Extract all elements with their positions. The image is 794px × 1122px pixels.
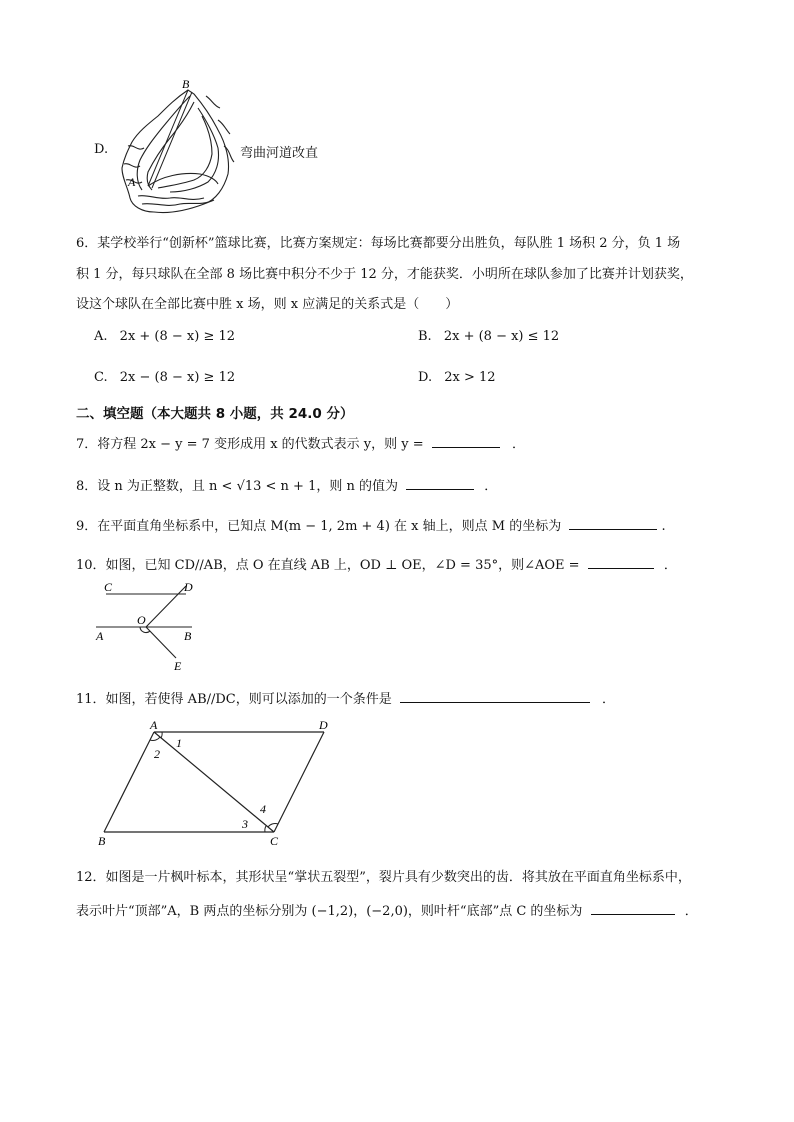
q11-text: 11．如图，若使得 AB//DC，则可以添加的一个条件是	[76, 692, 392, 707]
q11-label-b: B	[98, 834, 106, 848]
q9-end: .	[661, 519, 666, 534]
q10-text: 10．如图，已知 CD//AB，点 O 在直线 AB 上，OD ⊥ OE，∠D = 35°，则∠AOE =	[76, 558, 580, 573]
q9	[76, 515, 666, 534]
q11-angle-4: 4	[260, 802, 266, 816]
q6-line-1: 6．某学校举行“创新杯”篮球比赛，比赛方案规定：每场比赛都要分出胜负，每队胜 1 场积 2 分，负 1 场	[76, 236, 681, 251]
q10	[76, 554, 677, 573]
q10-label-c: C	[104, 580, 113, 594]
q10-label-o: O	[137, 613, 146, 627]
q6-option-d-expr: 2x > 12	[444, 370, 496, 385]
q7-text: 7．将方程 2x − y = 7 变形成用 x 的代数式表示 y，则 y =	[76, 437, 424, 452]
q12-answer-blank[interactable]	[591, 900, 675, 915]
q6-option-c[interactable]	[94, 370, 235, 385]
q6-option-c-label: C.	[94, 370, 108, 385]
q12-text: 表示叶片“顶部”A，B 两点的坐标分别为 (−1,2)，(−2,0)，则叶杆“底部”点 C 的坐标为	[76, 904, 583, 919]
q12-end: ．	[684, 904, 698, 919]
q11-label-c: C	[270, 834, 279, 848]
q9-text: 9．在平面直角坐标系中，已知点 M(m − 1, 2m + 4) 在 x 轴上，则点 M 的坐标为	[76, 519, 562, 534]
q6-option-b[interactable]	[418, 329, 559, 344]
q5-option-d-label: D.	[94, 142, 109, 157]
q10-label-e: E	[174, 659, 182, 672]
q6-option-d[interactable]	[418, 370, 496, 385]
q6-line-2: 积 1 分，每只球队在全部 8 场比赛中积分不少于 12 分，才能获奖．小明所在球队参加了比赛并计划获奖，	[76, 267, 693, 282]
q6-line-3: 设这个球队在全部比赛中胜 x 场，则 x 应满足的关系式是（ ）	[76, 297, 459, 312]
q10-end: ．	[663, 558, 677, 573]
q6-option-d-label: D.	[418, 370, 433, 385]
q10-figure	[90, 578, 200, 672]
q10-answer-blank[interactable]	[588, 554, 654, 569]
q11-angle-2: 2	[154, 747, 160, 761]
section-2-heading: 二、填空题（本大题共 8 小题，共 24.0 分）	[76, 406, 354, 422]
river-label-a: A	[128, 175, 136, 189]
q8	[76, 475, 497, 494]
q10-label-d: D	[184, 580, 193, 594]
q11-angle-1: 1	[176, 736, 182, 750]
q7-end: ．	[511, 437, 525, 452]
q8-answer-blank[interactable]	[406, 475, 474, 490]
q8-text: 8．设 n 为正整数，且 n < √13 < n + 1，则 n 的值为	[76, 479, 398, 494]
q10-label-a: A	[96, 629, 104, 643]
q7	[76, 433, 525, 452]
q6-option-a-expr: 2x + (8 − x) ≥ 12	[119, 329, 236, 344]
q7-answer-blank[interactable]	[432, 433, 500, 448]
q9-answer-blank[interactable]	[569, 515, 657, 530]
q11-answer-blank[interactable]	[400, 688, 590, 703]
q11-label-a: A	[150, 718, 158, 732]
q6-option-b-expr: 2x + (8 − x) ≤ 12	[443, 329, 560, 344]
q12-line-2	[76, 900, 698, 919]
q10-label-b: B	[184, 629, 192, 643]
q6-option-a-label: A.	[94, 329, 108, 344]
q6-option-a[interactable]	[94, 329, 235, 344]
q11-end: ．	[602, 692, 616, 707]
q5-option-d-caption: 弯曲河道改直	[240, 146, 319, 161]
q8-end: ．	[484, 479, 498, 494]
river-label-b: B	[182, 77, 190, 91]
q6-option-c-expr: 2x − (8 − x) ≥ 12	[119, 370, 236, 385]
q11-figure	[90, 716, 340, 850]
q12-line-1: 12．如图是一片枫叶标本，其形状呈“掌状五裂型”，裂片具有少数突出的齿．将其放在平面直角坐标系中，	[76, 870, 691, 885]
river-figure	[118, 76, 238, 220]
q11	[76, 688, 615, 707]
q11-angle-3: 3	[242, 817, 248, 831]
q6-option-b-label: B.	[418, 329, 432, 344]
q11-label-d: D	[319, 718, 328, 732]
